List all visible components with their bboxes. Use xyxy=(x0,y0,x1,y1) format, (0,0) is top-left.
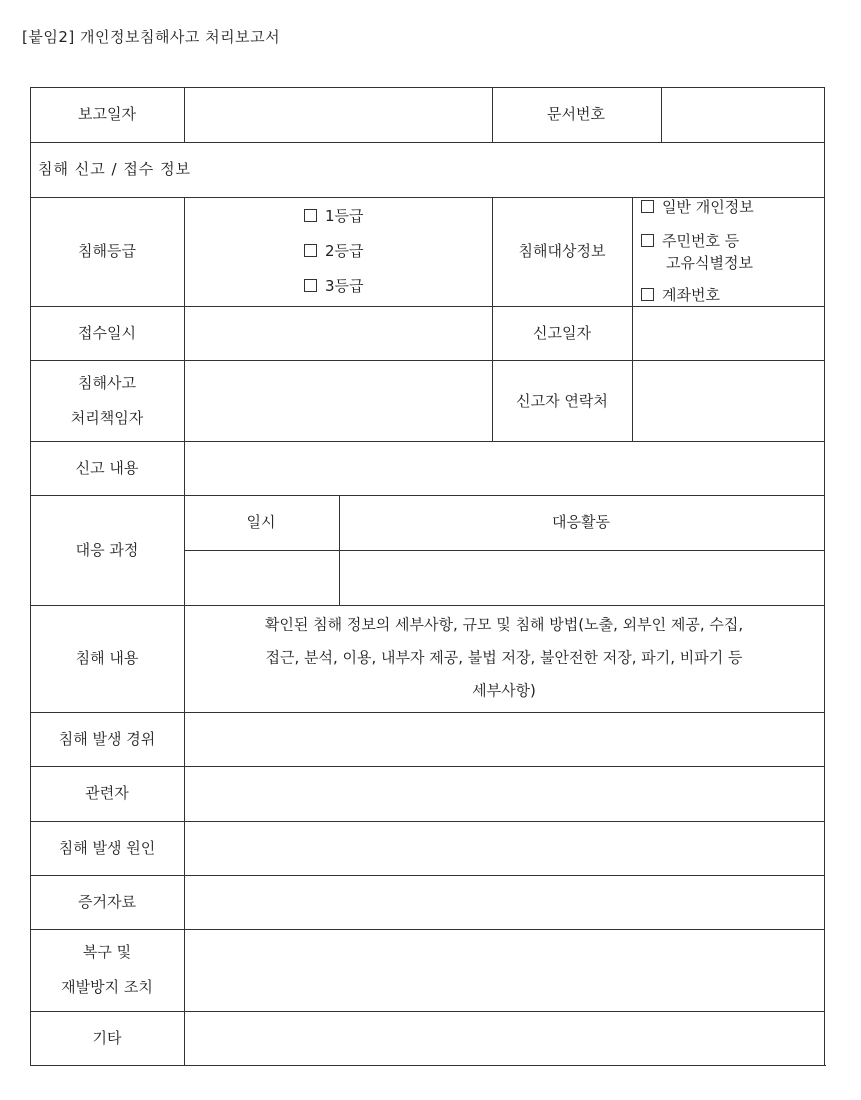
checkbox-icon[interactable] xyxy=(304,209,317,222)
related-persons-label: 관련자 xyxy=(85,784,129,802)
checkbox-icon[interactable] xyxy=(304,244,317,257)
grade-label: 침해등급 xyxy=(78,242,136,260)
section-title: 침해 신고 / 접수 정보 xyxy=(38,160,192,178)
grade-option-1[interactable]: 1등급 xyxy=(304,206,364,226)
report-content-label: 신고 내용 xyxy=(75,459,139,477)
manager-label: 침해사고 처리책임자 xyxy=(70,374,144,427)
doc-number-label: 문서번호 xyxy=(547,105,605,123)
checkbox-icon[interactable] xyxy=(641,200,654,213)
grade-option-3[interactable]: 3등급 xyxy=(304,276,364,296)
evidence-label: 증거자료 xyxy=(78,893,136,911)
breach-cause-label: 침해 발생 원인 xyxy=(58,839,156,857)
target-label: 침해대상정보 xyxy=(518,242,606,260)
target-option-account[interactable]: 계좌번호 xyxy=(641,285,720,305)
report-form-table xyxy=(30,87,825,1066)
target-option-resident-no[interactable]: 주민번호 등 xyxy=(641,231,739,251)
recovery-label: 복구 및 재발방지 조치 xyxy=(61,943,153,996)
grade-option-2[interactable]: 2등급 xyxy=(304,241,364,261)
reporter-contact-label: 신고자 연락처 xyxy=(516,392,608,410)
breach-description: 확인된 침해 정보의 세부사항, 규모 및 침해 방법(노출, 외부인 제공, 수집, 접근, 분석, 이용, 내부자 제공, 불법 저장, 불안전한 저장, 파기, 비파기 등 세부사항) xyxy=(264,615,744,700)
response-date-header: 일시 xyxy=(246,513,276,531)
report-datetime-label: 신고일자 xyxy=(533,324,591,342)
checkbox-icon[interactable] xyxy=(304,279,317,292)
breach-background-label: 침해 발생 경위 xyxy=(58,730,156,748)
other-label: 기타 xyxy=(92,1029,122,1047)
report-date-label: 보고일자 xyxy=(78,105,136,123)
checkbox-icon[interactable] xyxy=(641,234,654,247)
received-datetime-label: 접수일시 xyxy=(78,324,136,342)
response-activity-header: 대응활동 xyxy=(552,513,610,531)
target-option-general[interactable]: 일반 개인정보 xyxy=(641,197,754,217)
checkbox-icon[interactable] xyxy=(641,288,654,301)
target-option-resident-no-line2: 고유식별정보 xyxy=(666,254,753,272)
response-process-label: 대응 과정 xyxy=(75,541,139,559)
breach-content-label: 침해 내용 xyxy=(75,649,139,667)
form-caption: [붙임2] 개인정보침해사고 처리보고서 xyxy=(22,28,281,46)
